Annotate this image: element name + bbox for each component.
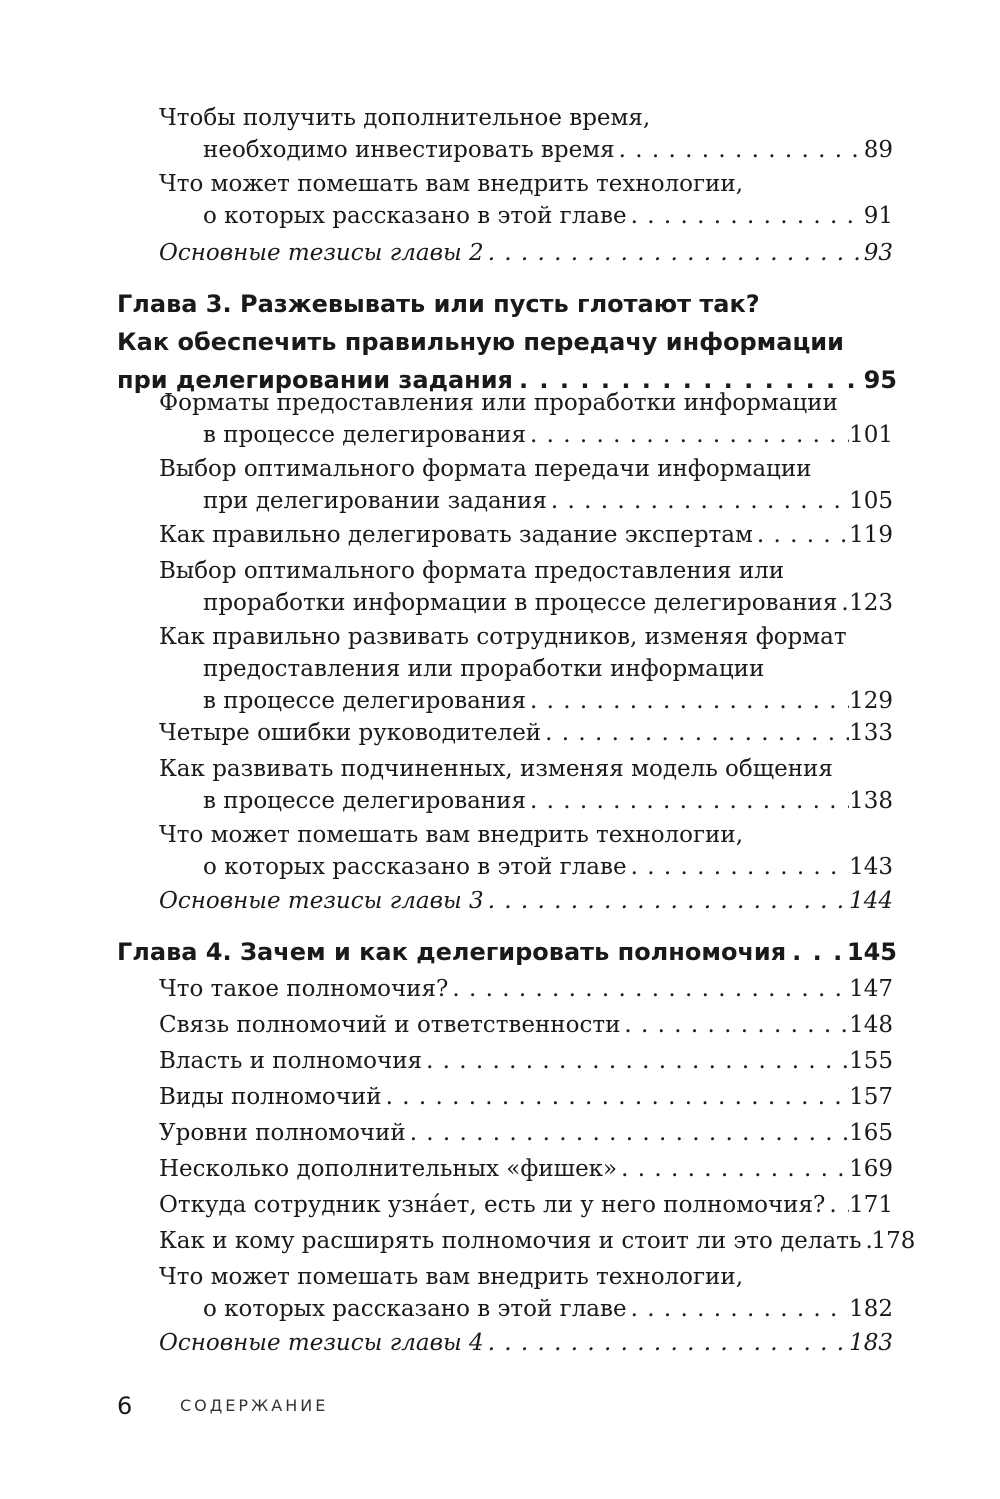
entry-line xyxy=(203,135,893,165)
page-reference: 119 xyxy=(849,522,893,548)
entry-title-line: предоставления или проработки информации xyxy=(203,656,765,682)
entry-line xyxy=(203,486,893,516)
entry-title-line: Виды полномочий xyxy=(159,1084,382,1110)
page-reference: 171 xyxy=(849,1192,893,1218)
entry-title-line: Что такое полномочия? xyxy=(159,976,449,1002)
entry-title-line: Что может помешать вам внедрить технологии, xyxy=(159,171,744,197)
entry-title-line: в процессе делегирования xyxy=(203,788,527,814)
dot-leader xyxy=(526,686,849,716)
dot-leader xyxy=(382,1082,850,1112)
entry-line xyxy=(159,238,893,268)
running-title: СОДЕРЖАНИЕ xyxy=(180,1396,329,1415)
page-reference: 123 xyxy=(849,590,893,616)
entry-line xyxy=(159,520,893,550)
entry-title-line: Как и кому расширять полномочия и стоит ли это делать xyxy=(159,1228,862,1254)
page-reference: 169 xyxy=(849,1156,893,1182)
page-reference: 182 xyxy=(849,1296,893,1322)
page-reference: 165 xyxy=(849,1120,893,1146)
entry-line xyxy=(159,1046,893,1076)
entry-line xyxy=(203,1294,893,1324)
entry-line xyxy=(159,718,893,748)
entry-title-line: Как развивать подчиненных, изменяя модель общения xyxy=(159,756,833,782)
entry-line xyxy=(159,820,743,850)
entry-line xyxy=(203,786,893,816)
entry-line xyxy=(159,1328,893,1358)
entry-line xyxy=(159,886,893,916)
entry-line xyxy=(159,754,833,784)
entry-title-line: Как правильно развивать сотрудников, изменяя формат xyxy=(159,624,847,650)
page-reference: 93 xyxy=(863,240,893,266)
dot-leader xyxy=(620,1010,849,1040)
page-reference: 178 xyxy=(871,1228,916,1254)
entry-title-line: при делегировании задания xyxy=(117,366,513,394)
page-reference: 144 xyxy=(849,888,893,914)
dot-leader xyxy=(786,936,847,968)
entry-line xyxy=(159,556,784,586)
dot-leader xyxy=(448,974,849,1004)
entry-title-line: в процессе делегирования xyxy=(203,422,527,448)
entry-title-line: Выбор оптимального формата предоставления или xyxy=(159,558,785,584)
entry-title-line: о которых рассказано в этой главе xyxy=(203,854,627,880)
dot-leader xyxy=(617,1154,849,1184)
entry-line xyxy=(203,654,764,684)
entry-line xyxy=(159,622,847,652)
entry-title-line: Основные тезисы главы 2 xyxy=(159,240,484,266)
dot-leader xyxy=(615,135,864,165)
entry-title-line: Форматы предоставления или проработки информации xyxy=(159,390,838,416)
entry-line xyxy=(203,588,893,618)
entry-title-line: Власть и полномочия xyxy=(159,1048,423,1074)
dot-leader xyxy=(541,718,849,748)
entry-title-line: при делегировании задания xyxy=(203,488,547,514)
page-reference: 147 xyxy=(849,976,893,1002)
entry-title-line: необходимо инвестировать время xyxy=(203,137,615,163)
entry-title-line: Четыре ошибки руководителей xyxy=(159,720,542,746)
entry-line xyxy=(159,1082,893,1112)
page-reference: 138 xyxy=(849,788,893,814)
page-reference: 105 xyxy=(849,488,893,514)
dot-leader xyxy=(547,486,849,516)
entry-line xyxy=(117,288,760,320)
entry-title-line: Чтобы получить дополнительное время, xyxy=(159,105,651,131)
entry-line xyxy=(203,686,893,716)
entry-line xyxy=(159,388,838,418)
page-reference: 145 xyxy=(846,938,897,966)
entry-line xyxy=(159,1190,893,1220)
entry-line xyxy=(159,1154,893,1184)
page-number: 6 xyxy=(117,1392,133,1420)
page-reference: 133 xyxy=(849,720,893,746)
entry-title-line: проработки информации в процессе делегирования xyxy=(203,590,838,616)
entry-line xyxy=(159,103,650,133)
entry-line xyxy=(159,1262,743,1292)
entry-title-line: Связь полномочий и ответственности xyxy=(159,1012,621,1038)
entry-title-line: Что может помешать вам внедрить технологии, xyxy=(159,1264,744,1290)
entry-line xyxy=(159,1226,916,1256)
dot-leader xyxy=(526,786,849,816)
entry-line xyxy=(159,169,743,199)
page-reference: 155 xyxy=(849,1048,893,1074)
entry-line xyxy=(159,1118,893,1148)
dot-leader xyxy=(837,588,849,618)
entry-title-line: Глава 3. Разжевывать или пусть глотают так? xyxy=(117,290,760,318)
entry-title-line: Откуда сотрудник узнáет, есть ли у него полномочия? xyxy=(159,1192,826,1218)
entry-title-line: Что может помешать вам внедрить технологии, xyxy=(159,822,744,848)
page-reference: 148 xyxy=(849,1012,893,1038)
entry-title-line: о которых рассказано в этой главе xyxy=(203,1296,627,1322)
entry-title-line: Выбор оптимального формата передачи информации xyxy=(159,456,812,482)
page-reference: 101 xyxy=(849,422,893,448)
page-reference: 157 xyxy=(849,1084,893,1110)
entry-line xyxy=(117,326,844,358)
page-reference: 89 xyxy=(863,137,893,163)
dot-leader xyxy=(422,1046,849,1076)
entry-title-line: Уровни полномочий xyxy=(159,1120,406,1146)
entry-title-line: в процессе делегирования xyxy=(203,688,527,714)
page-reference: 91 xyxy=(863,203,893,229)
entry-title-line: Как правильно делегировать задание экспертам xyxy=(159,522,753,548)
entry-title-line: Основные тезисы главы 3 xyxy=(159,888,484,914)
page-reference: 183 xyxy=(849,1330,893,1356)
entry-title-line: Основные тезисы главы 4 xyxy=(159,1330,484,1356)
dot-leader xyxy=(627,201,864,231)
page-reference: 95 xyxy=(863,366,897,394)
dot-leader xyxy=(627,1294,850,1324)
page-reference: 143 xyxy=(849,854,893,880)
dot-leader xyxy=(526,420,849,450)
entry-line xyxy=(117,936,897,968)
dot-leader xyxy=(753,520,849,550)
dot-leader xyxy=(484,1328,849,1358)
entry-title-line: Глава 4. Зачем и как делегировать полномочия xyxy=(117,938,787,966)
dot-leader xyxy=(484,886,849,916)
dot-leader xyxy=(825,1190,849,1220)
dot-leader xyxy=(406,1118,849,1148)
entry-title-line: о которых рассказано в этой главе xyxy=(203,203,627,229)
entry-title-line: Как обеспечить правильную передачу информации xyxy=(117,328,844,356)
entry-line xyxy=(159,1010,893,1040)
entry-line xyxy=(203,852,893,882)
page-reference: 129 xyxy=(849,688,893,714)
entry-line xyxy=(203,201,893,231)
dot-leader xyxy=(862,1226,872,1256)
dot-leader xyxy=(484,238,864,268)
entry-line xyxy=(203,420,893,450)
dot-leader xyxy=(627,852,850,882)
entry-line xyxy=(159,454,812,484)
entry-line xyxy=(159,974,893,1004)
entry-title-line: Несколько дополнительных «фишек» xyxy=(159,1156,618,1182)
